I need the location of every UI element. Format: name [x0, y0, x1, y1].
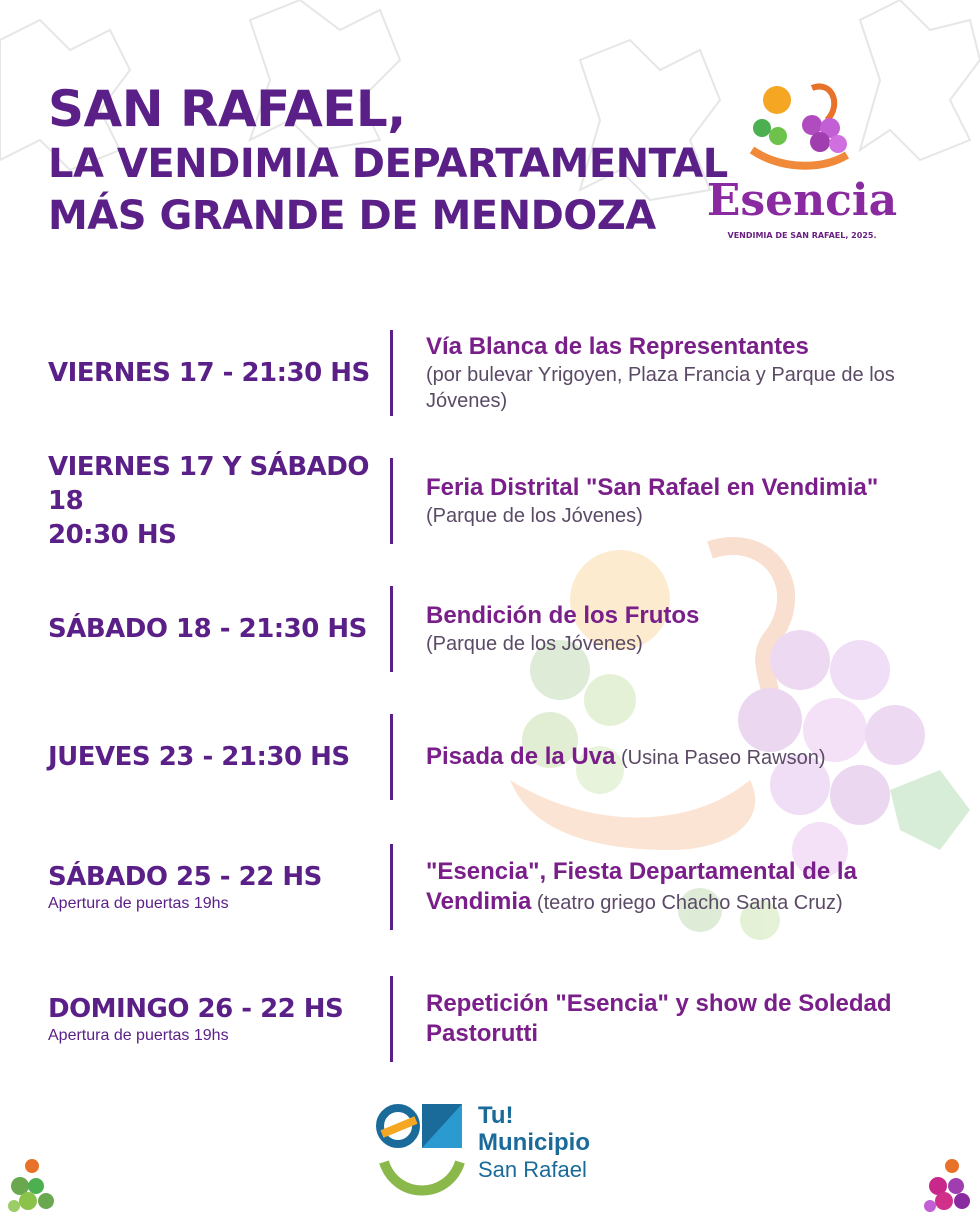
event-date: JUEVES 23 - 21:30 HS [48, 742, 350, 772]
title-line-3: MÁS GRANDE DE MENDOZA [48, 193, 656, 239]
event-date: VIERNES 17 Y SÁBADO 18 [48, 452, 369, 516]
event-date: SÁBADO 18 - 21:30 HS [48, 614, 367, 644]
event-row [0, 842, 980, 932]
event-date: SÁBADO 25 - 22 HS [48, 862, 322, 892]
event-subtitle: (por bulevar Yrigoyen, Plaza Francia y Parque de los Jóvenes) [426, 364, 895, 412]
event-title: Feria Distrital "San Rafael en Vendimia" [426, 474, 879, 501]
footer-line-2: Municipio [478, 1129, 590, 1156]
esencia-logo-subtitle: VENDIMIA DE SAN RAFAEL, 2025. [727, 231, 877, 240]
page-title [48, 80, 728, 242]
event-divider [390, 458, 393, 544]
footer-line-1: Tu! [478, 1102, 514, 1129]
event-row [0, 974, 980, 1064]
event-title: Repetición "Esencia" y show de Soledad Pastorutti [426, 990, 892, 1047]
esencia-logo-name: Esencia [706, 175, 898, 226]
event-detail: (teatro griego Chacho Santa Cruz) [531, 892, 843, 914]
event-title: Pisada de la Uva [426, 743, 616, 770]
event-title: Vía Blanca de las Representantes [426, 333, 809, 360]
title-line-1: SAN RAFAEL, [48, 80, 406, 138]
municipio-wordmark [478, 1102, 590, 1183]
event-row [0, 452, 980, 550]
event-title: Bendición de los Frutos [426, 602, 700, 629]
corner-grapes-icon [6, 1156, 66, 1216]
event-detail: (Usina Paseo Rawson) [615, 747, 826, 769]
event-divider [390, 976, 393, 1062]
esencia-logo [706, 80, 898, 245]
event-date: VIERNES 17 - 21:30 HS [48, 358, 370, 388]
event-note: Apertura de puertas 19hs [48, 895, 229, 912]
footer-line-3: San Rafael [478, 1157, 587, 1182]
event-subtitle: (Parque de los Jóvenes) [426, 633, 643, 655]
event-divider [390, 844, 393, 930]
event-title: "Esencia", Fiesta Departamental de la Vendimia [426, 858, 857, 915]
event-subtitle: (Parque de los Jóvenes) [426, 505, 643, 527]
event-note: Apertura de puertas 19hs [48, 1027, 229, 1044]
event-divider [390, 714, 393, 800]
event-row [0, 584, 980, 674]
event-row [0, 328, 980, 418]
event-divider [390, 330, 393, 416]
corner-grapes-icon [918, 1156, 978, 1216]
event-divider [390, 586, 393, 672]
title-line-2: LA VENDIMIA DEPARTAMENTAL [48, 141, 728, 187]
event-time: 20:30 HS [48, 520, 177, 550]
event-row [0, 712, 980, 802]
event-date: DOMINGO 26 - 22 HS [48, 994, 344, 1024]
